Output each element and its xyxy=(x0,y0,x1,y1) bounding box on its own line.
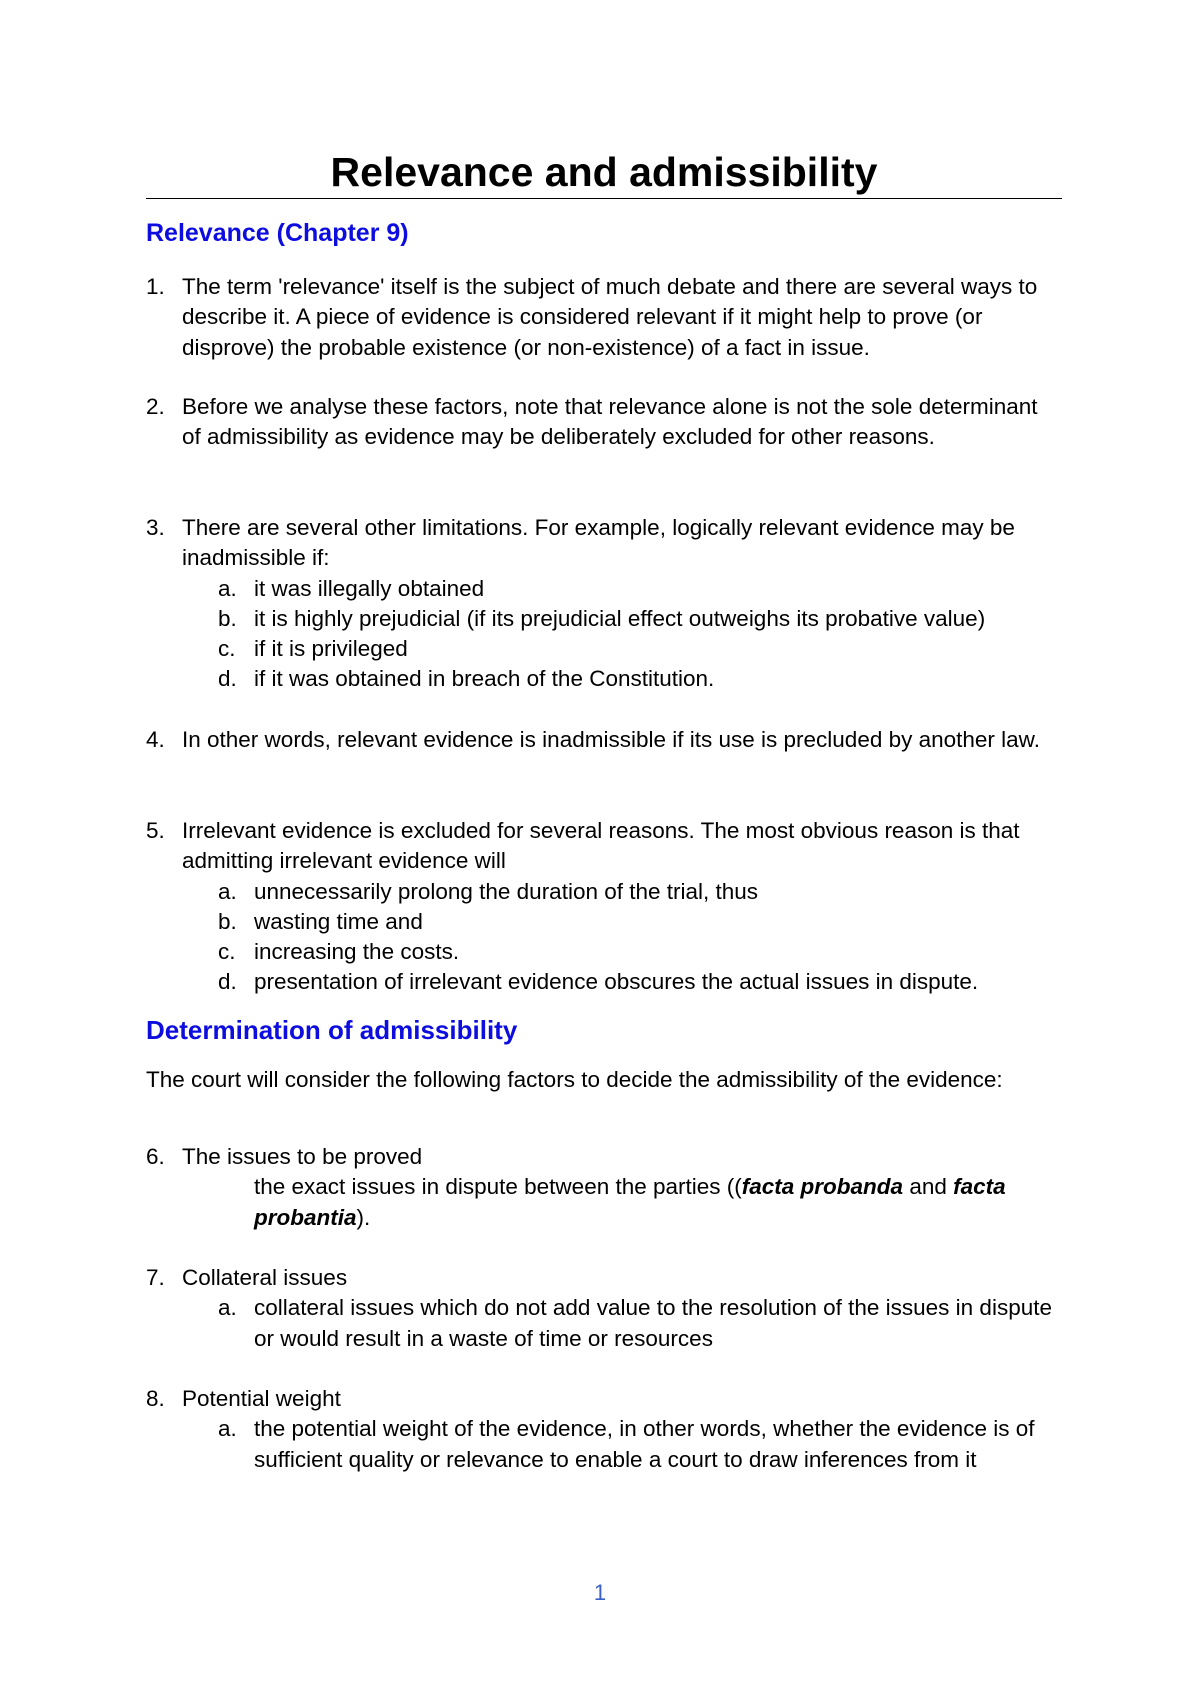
item-detail xyxy=(146,1172,1062,1233)
sub-letter: d. xyxy=(218,666,237,692)
detail-text-mid: and xyxy=(903,1174,947,1200)
sub-text: presentation of irrelevant evidence obscures the actual issues in dispute. xyxy=(254,969,979,995)
sub-text: the potential weight of the evidence, in other words, whether the evidence is of sufficient quality or relevance to enable a court to draw inferences from it xyxy=(254,1416,1035,1472)
list-text: Before we analyse these factors, note that relevance alone is not the sole determinant of admissibility as evidence may be deliberately excluded for other reasons. xyxy=(182,394,1038,450)
sub-text: unnecessarily prolong the duration of the trial, thus xyxy=(254,878,759,904)
sub-text: increasing the costs. xyxy=(254,939,460,965)
list-number: 4. xyxy=(146,727,165,752)
list-number: 2. xyxy=(146,394,165,419)
term-facta-probantia: facta probantia xyxy=(254,1174,1006,1230)
page-title: Relevance and admissibility xyxy=(330,149,878,195)
sub-item xyxy=(146,907,1062,937)
list-number: 5. xyxy=(146,818,165,843)
detail-text-pre: the exact issues in dispute between the parties (( xyxy=(254,1174,742,1200)
list-text: Collateral issues xyxy=(182,1265,348,1290)
term-facta-probanda: facta probanda xyxy=(741,1174,904,1200)
sub-letter: a. xyxy=(218,575,237,601)
list-number: 7. xyxy=(146,1265,165,1290)
sub-text: collateral issues which do not add value to the resolution of the issues in dispute or would result in a waste of time or resources xyxy=(254,1295,1052,1351)
list-item-6 xyxy=(146,1142,1062,1233)
list-number: 3. xyxy=(146,515,165,540)
sub-item xyxy=(146,1414,1062,1475)
sub-letter: b. xyxy=(218,605,237,631)
list-text: Irrelevant evidence is excluded for several reasons. The most obvious reason is that admitting irrelevant evidence will xyxy=(182,818,1020,874)
list-item-8 xyxy=(146,1384,1062,1475)
list-text: There are several other limitations. For example, logically relevant evidence may be inadmissible if: xyxy=(182,515,1015,571)
list-item-7 xyxy=(146,1263,1062,1354)
sub-letter: a. xyxy=(218,878,237,904)
sub-text: if it was obtained in breach of the Constitution. xyxy=(254,666,715,692)
list-item-4 xyxy=(146,725,1062,755)
sub-item xyxy=(146,604,1062,634)
list-text: In other words, relevant evidence is inadmissible if its use is precluded by another law. xyxy=(182,727,1040,752)
list-number: 8. xyxy=(146,1386,165,1411)
sub-item xyxy=(146,1293,1062,1354)
sub-letter: c. xyxy=(218,939,236,965)
sub-item xyxy=(146,634,1062,664)
sub-item xyxy=(146,967,1062,997)
section-heading-relevance: Relevance (Chapter 9) xyxy=(146,219,409,247)
sub-item xyxy=(146,664,1062,694)
sub-item xyxy=(146,937,1062,967)
list-text: Potential weight xyxy=(182,1386,341,1411)
list-item-3 xyxy=(146,513,1062,695)
list-item-2 xyxy=(146,392,1062,453)
sub-letter: a. xyxy=(218,1295,237,1321)
sub-text: it was illegally obtained xyxy=(254,575,485,601)
page-number: 1 xyxy=(593,1580,607,1605)
section-intro: The court will consider the following factors to decide the admissibility of the evidence: xyxy=(146,1067,1003,1092)
list-text: The issues to be proved xyxy=(182,1144,423,1169)
sub-letter: b. xyxy=(218,908,237,934)
sub-item xyxy=(146,574,1062,604)
sub-text: if it is privileged xyxy=(254,636,408,662)
sub-letter: c. xyxy=(218,636,236,662)
sub-letter: a. xyxy=(218,1416,237,1442)
list-number: 1. xyxy=(146,274,165,299)
sub-item xyxy=(146,877,1062,907)
list-number: 6. xyxy=(146,1144,165,1169)
sub-text: it is highly prejudicial (if its prejudicial effect outweighs its probative value) xyxy=(254,605,986,631)
sub-text: wasting time and xyxy=(254,908,423,934)
section-heading-determination: Determination of admissibility xyxy=(146,1015,518,1045)
sub-letter: d. xyxy=(218,969,237,995)
title-divider xyxy=(146,198,1062,199)
list-text: The term 'relevance' itself is the subject of much debate and there are several ways to describe it. A piece of evidence is considered relevant if it might help to prove (or disprove) the probable existence (or non-existence) of a fact in issue. xyxy=(182,274,1038,360)
list-item-5 xyxy=(146,816,1062,998)
detail-text-post: ). xyxy=(356,1204,371,1230)
list-item-1 xyxy=(146,272,1062,363)
